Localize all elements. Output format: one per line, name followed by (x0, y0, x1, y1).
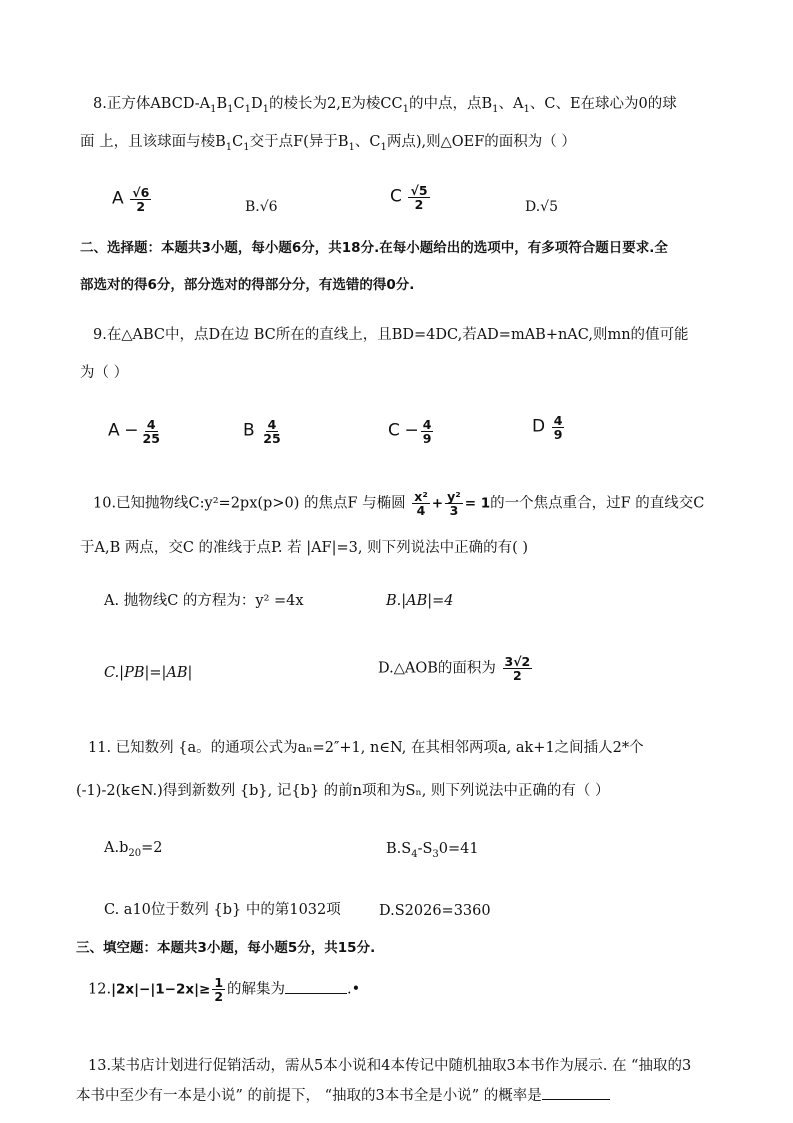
q12-number: 12. (88, 981, 112, 998)
q9-option-a (108, 418, 164, 445)
option-text: A.b (104, 840, 129, 856)
fraction (212, 976, 225, 1003)
numerator: 4 (422, 417, 432, 432)
option-label: A (112, 188, 124, 209)
numerator: y² (447, 489, 461, 504)
option-label: B (243, 420, 255, 441)
subscript: 1 (492, 103, 499, 115)
subscript: 1 (380, 141, 387, 153)
numerator: 4 (267, 417, 277, 432)
subscript: 4 (411, 848, 418, 860)
q9-option-d (532, 414, 566, 441)
q8-text: 交于点F(异于B (249, 134, 349, 150)
q8-option-a (112, 186, 153, 213)
answer-blank[interactable] (542, 1089, 610, 1100)
q10-option-d (378, 655, 534, 682)
subscript: 1 (227, 103, 234, 115)
q11-line1: 11. 已知数列 {a。的通项公式为aₙ=2″+1, n∈N, 在其相邻两项a, ak+1之间插人2*个 (88, 740, 644, 756)
q9-option-c (388, 418, 435, 445)
minus-sign: − (404, 420, 419, 441)
subscript: 1 (523, 103, 530, 115)
denominator: 3 (449, 503, 459, 519)
subscript: 1 (262, 103, 269, 115)
q11-line2: (-1)-2(k∈N.)得到新数列 {b}, 记{b} 的前n项和为Sₙ, 则下列说法中正确的有（ ） (76, 783, 610, 799)
q12-line (88, 976, 360, 1003)
q10-option-a: A. 抛物线C 的方程为：y² =4x (104, 593, 304, 609)
equals-one: = 1 (464, 495, 491, 512)
q8-text: C (232, 134, 244, 150)
q11-option-c: C. a10位于数列 {b} 中的第1032项 (104, 902, 341, 918)
q8-text: 的中点，点B (408, 96, 493, 112)
q11-option-a (104, 841, 162, 859)
fraction (261, 418, 282, 445)
subscript: 3 (432, 848, 439, 860)
q8-text: B (216, 96, 228, 112)
fraction (445, 490, 463, 517)
subscript: 1 (348, 141, 355, 153)
fraction (408, 184, 429, 211)
q9-line2: 为（ ） (80, 365, 129, 381)
q11-option-d: D.S2026=3360 (379, 903, 491, 919)
fraction (141, 418, 162, 445)
fraction (552, 414, 565, 441)
numerator: 4 (146, 417, 156, 432)
q12-text: 的解集为 (227, 981, 286, 998)
section2-line2: 部选对的得6分，部分选对的得部分分，有选错的得0分. (80, 277, 415, 293)
option-label: D.√5 (525, 199, 559, 215)
denominator: 25 (142, 431, 160, 447)
q8-text: C (233, 96, 245, 112)
option-label: B.√6 (245, 199, 278, 215)
q8-text: D (250, 96, 263, 112)
option-text: =2 (141, 840, 163, 856)
q13-text: 本书中至少有一本是小说” 的前提下， “抽取的3本书全是小说” 的概率是 (76, 1088, 542, 1104)
q10-text: 的一个焦点重合，过F 的直线交C (490, 495, 705, 512)
q8-text: 、A (498, 96, 524, 112)
option-text: -S (417, 841, 433, 857)
numerator: 4 (553, 413, 563, 428)
numerator: x² (414, 489, 428, 504)
plus-sign: + (431, 495, 444, 512)
fraction (130, 186, 151, 213)
denominator: 2 (214, 989, 224, 1005)
fraction (503, 655, 533, 682)
q8-text: 、C、E在球心为0的球 (529, 96, 677, 112)
subscript: 1 (244, 103, 251, 115)
q9-option-b (243, 418, 285, 445)
numerator: √6 (132, 185, 150, 200)
numerator: √5 (410, 183, 428, 198)
denominator: 9 (422, 431, 432, 447)
q10-option-b: B.|AB|=4 (386, 593, 454, 609)
option-text: 0=41 (438, 841, 479, 857)
q13-line2 (76, 1089, 610, 1104)
q10-text: 10.已知抛物线C:y²=2px(p>0) 的焦点F 与椭圆 (93, 495, 406, 512)
subscript: 1 (402, 103, 409, 115)
q10-option-c: C.|PB|=|AB| (104, 665, 193, 681)
q8-text: 的棱长为2,E为棱CC (269, 96, 403, 112)
fraction (421, 418, 434, 445)
numerator: 1 (214, 975, 224, 990)
denominator: 25 (263, 431, 281, 447)
denominator: 9 (553, 427, 563, 443)
q8-option-b (245, 200, 278, 214)
q11-option-b (386, 842, 479, 860)
numerator: 3√2 (504, 654, 531, 669)
subscript: 1 (210, 103, 217, 115)
subscript: 20 (128, 847, 142, 859)
section3-line1: 三、填空题：本题共3小题，每小题5分，共15分. (76, 940, 376, 956)
q12-end: .• (347, 981, 361, 998)
q8-text: 、C (354, 134, 381, 150)
q10-line2: 于A,B 两点，交C 的准线于点P. 若 |AF|=3, 则下列说法中正确的有( ) (80, 540, 529, 556)
q8-line2 (80, 135, 576, 153)
option-text: B.S (386, 841, 412, 857)
q8-text: 两点),则△OEF的面积为（ ） (386, 134, 576, 150)
denominator: 2 (513, 668, 522, 684)
option-label: C (388, 420, 400, 441)
denominator: 4 (416, 503, 426, 519)
option-label: D (532, 416, 546, 437)
q10-line1 (93, 490, 704, 517)
q8-option-d (525, 200, 558, 214)
option-text: D.△AOB的面积为 (378, 660, 496, 677)
denominator: 2 (414, 197, 424, 213)
fraction (412, 490, 430, 517)
option-label: A (108, 420, 120, 441)
denominator: 2 (136, 199, 146, 215)
math-expression: |2x|−|1−2x|≥ (111, 981, 211, 998)
subscript: 1 (243, 141, 250, 153)
q13-line1: 13.某书店计划进行促销活动，需从5本小说和4本传记中随机抽取3本书作为展示. 在 “抽取的3 (88, 1058, 692, 1074)
q8-text: 面 上，且该球面与棱B (80, 134, 226, 150)
q8-line1 (93, 97, 677, 115)
q8-text: 8.正方体ABCD-A (93, 96, 211, 112)
answer-blank[interactable] (285, 983, 347, 994)
subscript: 1 (225, 141, 233, 153)
q9-line1: 9.在△ABC中，点D在边 BC所在的直线上，且BD=4DC,若AD=mAB+nAC,则mn的值可能 (93, 327, 689, 343)
option-label: C (390, 186, 402, 207)
q8-option-c (390, 184, 432, 211)
minus-sign: − (124, 420, 139, 441)
section2-line1: 二、选择题：本题共3小题，每小题6分，共18分.在每小题给出的选项中，有多项符合题日要求.全 (80, 240, 668, 256)
